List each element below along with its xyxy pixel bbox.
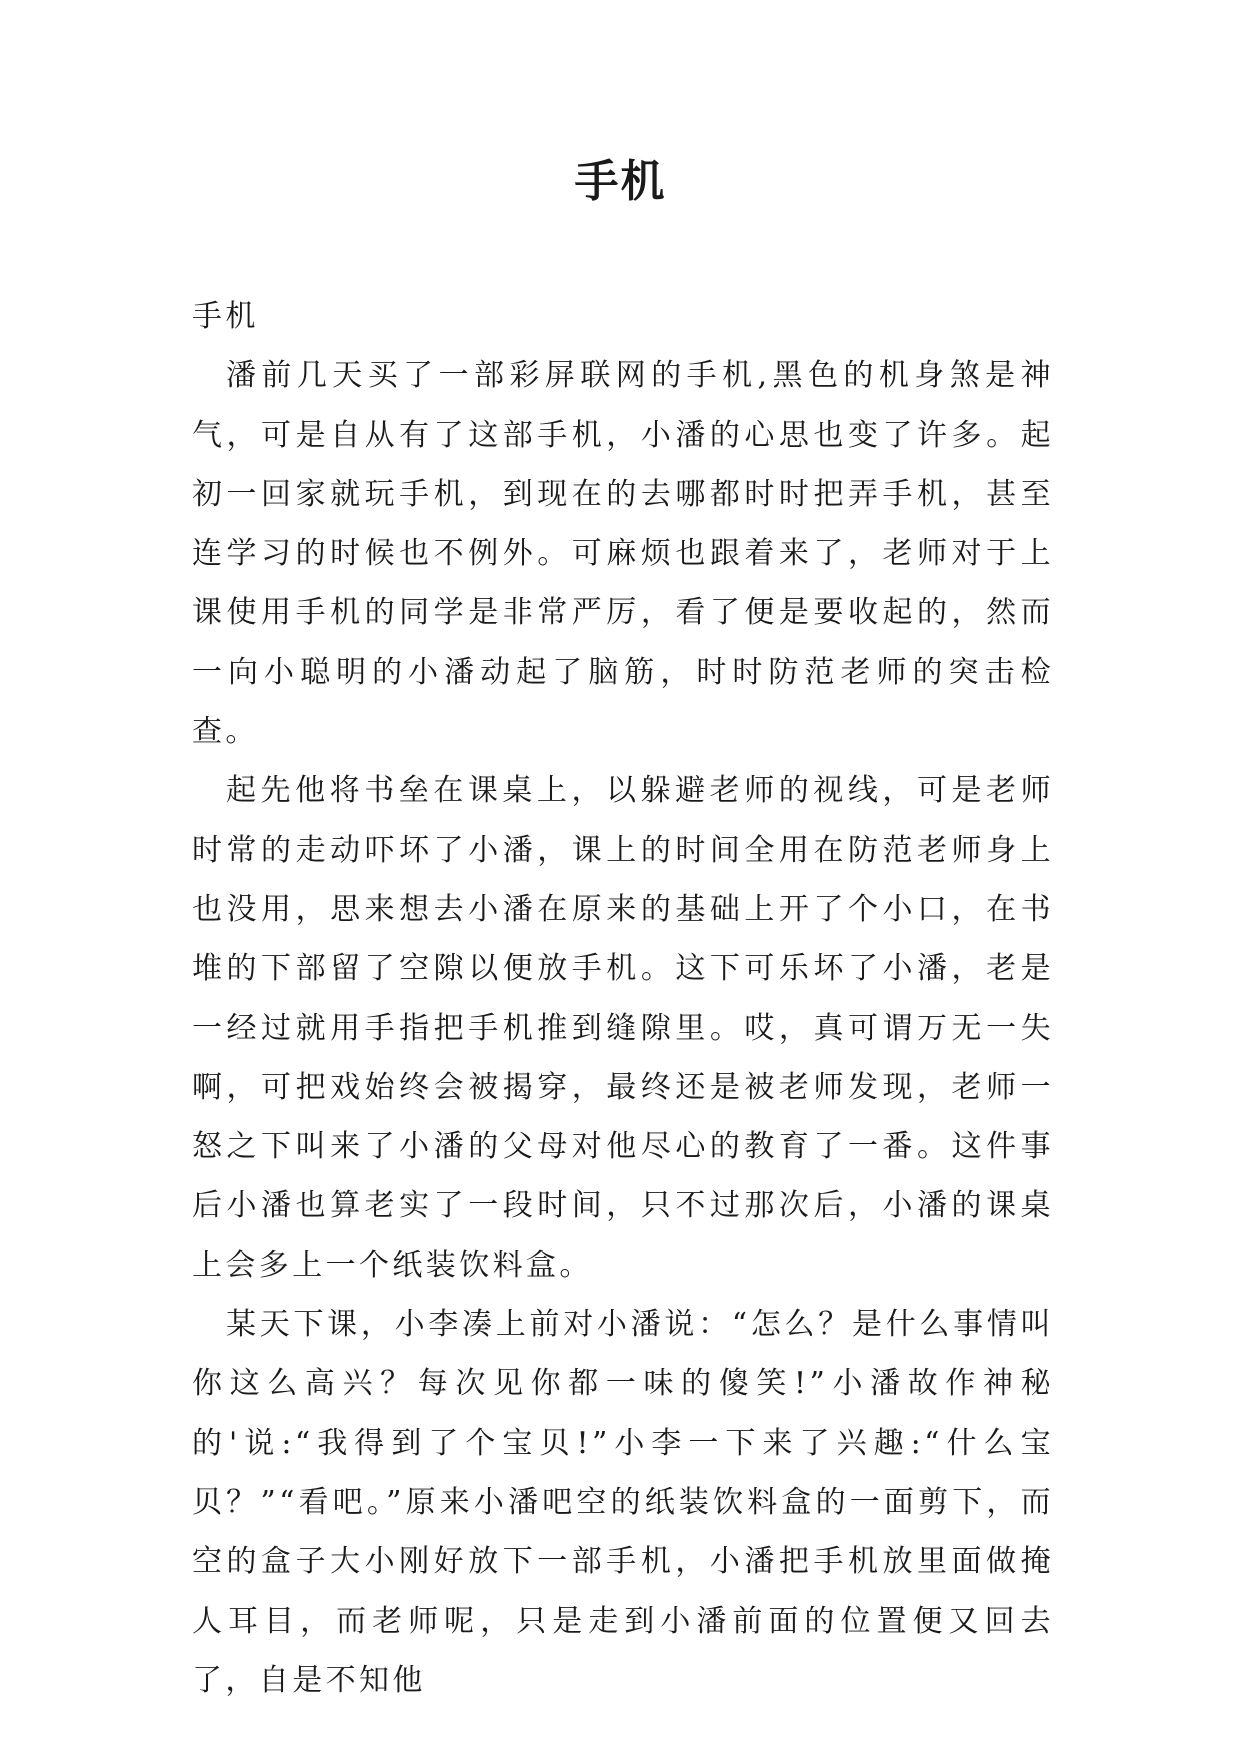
paragraph-1: 潘前几天买了一部彩屏联网的手机,黑色的机身煞是神气，可是自从有了这部手机，小潘的心思也变了许多。起初一回家就玩手机，到现在的去哪都时时把弄手机，甚至连学习的时候也不例外。可麻烦也跟着来了，老师对于上课使用手机的同学是非常严厉，看了便是要收起的，然而一向小聪明的小潘动起了脑筋，时时防范老师的突击检查。 bbox=[192, 358, 1054, 750]
document-body bbox=[192, 287, 1054, 1710]
paragraph-3: 某天下课，小李凑上前对小潘说：“怎么？是什么事情叫你这么高兴？每次见你都一味的傻笑!”小潘故作神秘的'说:“我得到了个宝贝!”小李一下来了兴趣:“什么宝贝？”“看吧。”原来小潘吧空的纸装饮料盒的一面剪下，而空的盒子大小刚好放下一部手机，小潘把手机放里面做掩人耳目，而老师呢，只是走到小潘前面的位置便又回去了，自是不知他 bbox=[192, 1307, 1054, 1698]
document-subtitle: 手机 bbox=[192, 299, 259, 334]
paragraph-2: 起先他将书垒在课桌上，以躲避老师的视线，可是老师时常的走动吓坏了小潘，课上的时间全用在防范老师身上也没用，思来想去小潘在原来的基础上开了个小口，在书堆的下部留了空隙以便放手机。这下可乐坏了小潘，老是一经过就用手指把手机推到缝隙里。哎，真可谓万无一失啊，可把戏始终会被揭穿，最终还是被老师发现，老师一怒之下叫来了小潘的父母对他尽心的教育了一番。这件事后小潘也算老实了一段时间，只不过那次后，小潘的课桌上会多上一个纸装饮料盒。 bbox=[192, 773, 1054, 1283]
document-title: 手机 bbox=[574, 156, 667, 207]
